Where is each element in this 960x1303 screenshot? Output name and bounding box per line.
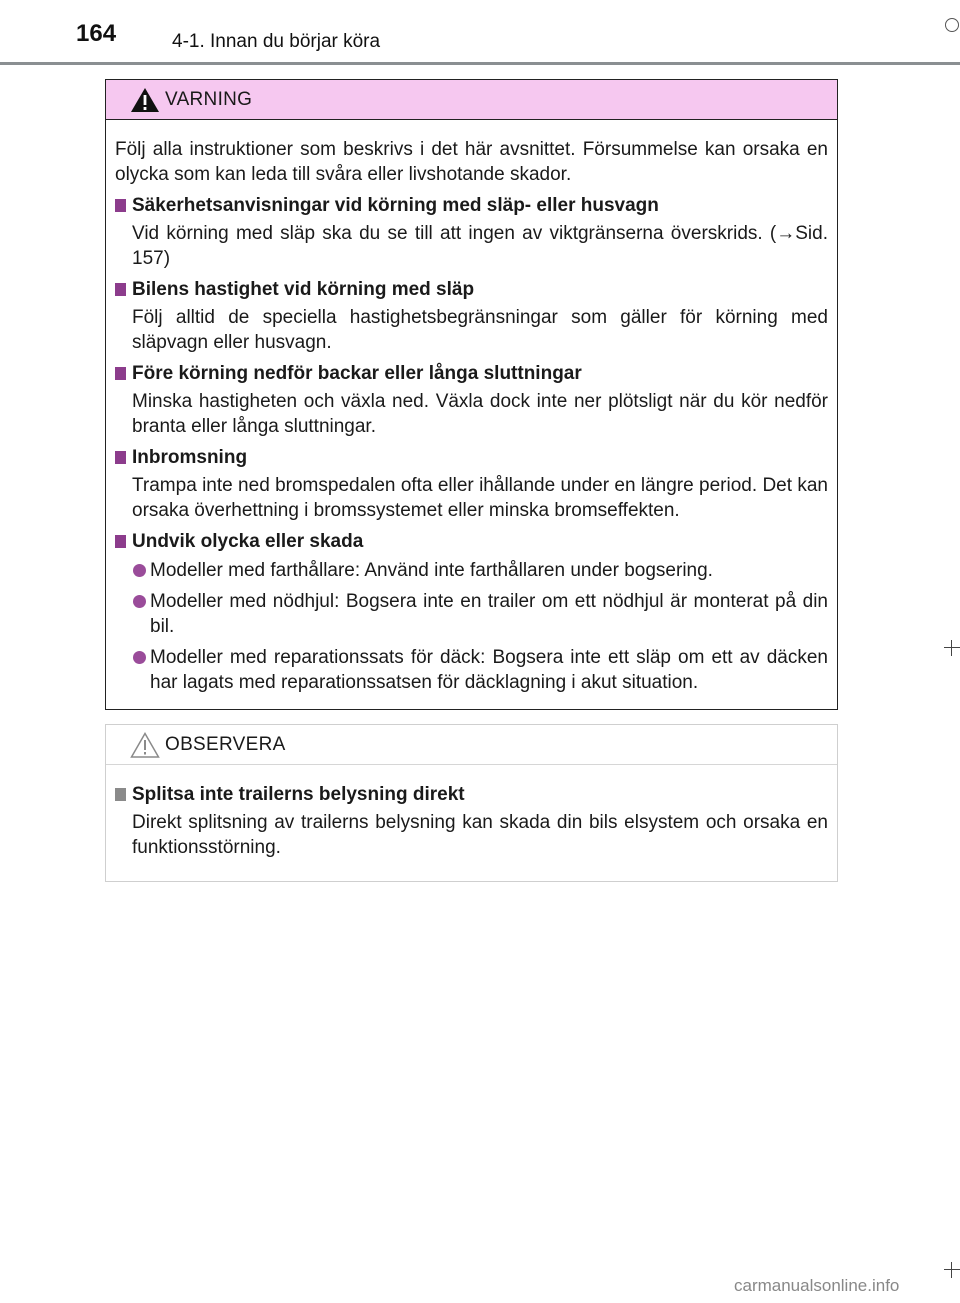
circle-bullet-icon — [133, 651, 146, 664]
section-heading: Inbromsning — [115, 445, 828, 470]
caution-triangle-icon — [130, 732, 160, 758]
notice-body — [106, 765, 837, 860]
header-rule — [0, 62, 960, 65]
list-item: Modeller med farthållare: Använd inte farthållaren under bogsering. — [115, 558, 828, 583]
warning-section — [115, 277, 828, 355]
square-bullet-icon — [115, 283, 126, 296]
section-body: Direkt splitsning av trailerns belysning kan skada din bils elsystem och orsaka en funktionsstörning. — [132, 812, 828, 858]
section-body: Minska hastigheten och växla ned. Växla dock inte ner plötsligt när du kör nedför branta eller långa sluttningar. — [132, 391, 828, 437]
section-body: Följ alltid de speciella hastighetsbegränsningar som gäller för körning med släpvagn eller husvagn. — [132, 307, 828, 353]
circle-bullet-icon — [133, 564, 146, 577]
warning-section — [115, 445, 828, 523]
section-heading: Säkerhetsanvisningar vid körning med släp- eller husvagn — [115, 193, 828, 218]
warning-body — [106, 120, 837, 695]
warning-section — [115, 361, 828, 439]
warning-label: VARNING — [165, 89, 253, 110]
notice-header — [106, 725, 837, 765]
section-heading: Före körning nedför backar eller långa sluttningar — [115, 361, 828, 386]
warning-section — [115, 529, 828, 695]
list-item: Modeller med reparationssats för däck: Bogsera inte ett släp om ett av däcken har lagats med reparationssatsen för däcklagning i akut situation. — [115, 645, 828, 695]
warning-box — [105, 79, 838, 710]
section-body: Trampa inte ned bromspedalen ofta eller ihållande under en längre period. Det kan orsaka överhettning i bromssystemet eller minska bromseffekten. — [132, 475, 828, 521]
crop-mark-icon — [944, 1262, 960, 1278]
section-title: 4-1. Innan du börjar köra — [172, 31, 381, 52]
notice-section — [115, 782, 828, 860]
square-bullet-icon — [115, 788, 126, 801]
section-body: Vid körning med släp ska du se till att ingen av viktgränserna överskrids. (→Sid. 157) — [132, 223, 828, 269]
square-bullet-icon — [115, 451, 126, 464]
warning-triangle-icon — [130, 87, 160, 113]
warning-header — [106, 80, 837, 120]
notice-label: OBSERVERA — [165, 734, 286, 755]
section-heading: Undvik olycka eller skada — [115, 529, 828, 554]
list-item: Modeller med nödhjul: Bogsera inte en trailer om ett nödhjul är monterat på din bil. — [115, 589, 828, 639]
circle-bullet-icon — [133, 595, 146, 608]
square-bullet-icon — [115, 367, 126, 380]
crop-mark-icon — [945, 18, 959, 32]
page-number: 164 — [76, 20, 117, 47]
warning-section — [115, 193, 828, 271]
crop-mark-icon — [944, 640, 960, 656]
section-heading: Bilens hastighet vid körning med släp — [115, 277, 828, 302]
square-bullet-icon — [115, 535, 126, 548]
section-heading: Splitsa inte trailerns belysning direkt — [115, 782, 828, 807]
square-bullet-icon — [115, 199, 126, 212]
warning-intro: Följ alla instruktioner som beskrivs i det här avsnittet. Försummelse kan orsaka en olycka som kan leda till svåra eller livshotande skador. — [115, 139, 828, 185]
watermark: carmanualsonline.info — [734, 1276, 900, 1295]
notice-box — [105, 724, 838, 882]
